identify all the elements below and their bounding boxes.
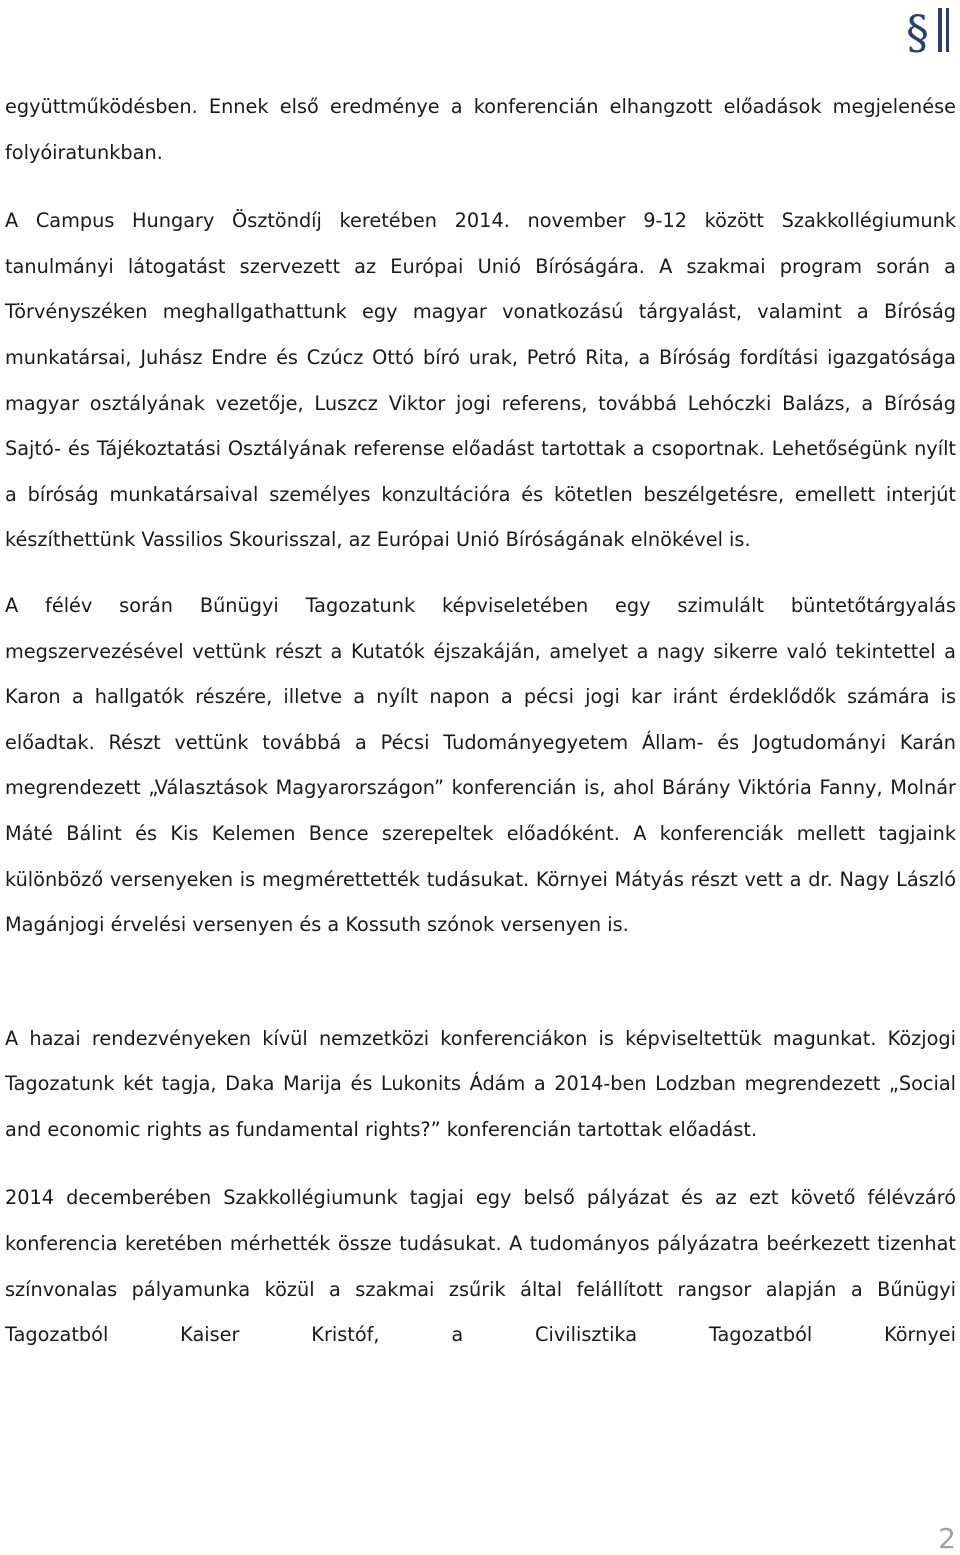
paragraph-5: 2014 decemberében Szakkollégiumunk tagjai egy belső pályázat és az ezt követő félévzáró konferencia keretében mérhették össze tudásukat. A tudományos pályázatra beérkezett tizenhat színvonalas pályamunka közül a szakmai zsűrik által felállított rangsor alapján a Bűnügyi Tagozatból Kaiser Kristóf, a Civilisztika Tagozatból Környei [5,1186,956,1347]
document-body [5,84,956,1358]
paragraph-1: együttműködésben. Ennek első eredménye a konferencián elhangzott előadások megjelenése folyóiratunkban. [5,95,956,164]
svg-text:§: § [906,5,929,56]
section-sign-logo-icon [904,4,954,56]
paragraph-4: A hazai rendezvényeken kívül nemzetközi konferenciákon is képviseltettük magunkat. Közjogi Tagozatunk két tagja, Daka Marija és Lukonits Ádám a 2014-ben Lodzban megrendezett „Social and economic rights as fundamental rights?” konferencián tartottak előadást. [5,1026,956,1141]
paragraph-3: A félév során Bűnügyi Tagozatunk képviseletében egy szimulált büntetőtárgyalás megszervezésével vettünk részt a Kutatók éjszakáján, amelyet a nagy sikerre való tekintettel a Karon a hallgatók részére, illetve a nyílt napon a pécsi jogi kar iránt érdeklődők számára is előadtak. Részt vettünk továbbá a Pécsi Tudományegyetem Állam- és Jogtudományi Karán megrendezett „Választások Magyarországon” konferencián is, ahol Bárány Viktória Fanny, Molnár Máté Bálint és Kis Kelemen Bence szerepeltek előadóként. A konferenciák mellett tagjaink különböző versenyeken is megmérettették tudásukat. Környei Mátyás részt vett a dr. Nagy László Magánjogi érvelési versenyen és a Kossuth szónok versenyen is. [5,593,956,937]
paragraph-2: A Campus Hungary Ösztöndíj keretében 2014. november 9-12 között Szakkollégiumunk tanulmányi látogatást szervezett az Európai Unió Bíróságára. A szakmai program során a Törvényszéken meghallgathattunk egy magyar vonatkozású tárgyalást, valamint a Bíróság munkatársai, Juhász Endre és Czúcz Ottó bíró urak, Petró Rita, a Bíróság fordítási igazgatósága magyar osztályának vezetője, Luszcz Viktor jogi referens, továbbá Lehóczki Balázs, a Bíróság Sajtó- és Tájékoztatási Osztályának referense előadást tartottak a csoportnak. Lehetőségünk nyílt a bíróság munkatársaival személyes konzultációra és kötetlen beszélgetésre, emellett interjút készíthettünk Vassilios Skourisszal, az Európai Unió Bíróságának elnökével is. [5,209,956,552]
page-number: 2 [938,1522,956,1555]
